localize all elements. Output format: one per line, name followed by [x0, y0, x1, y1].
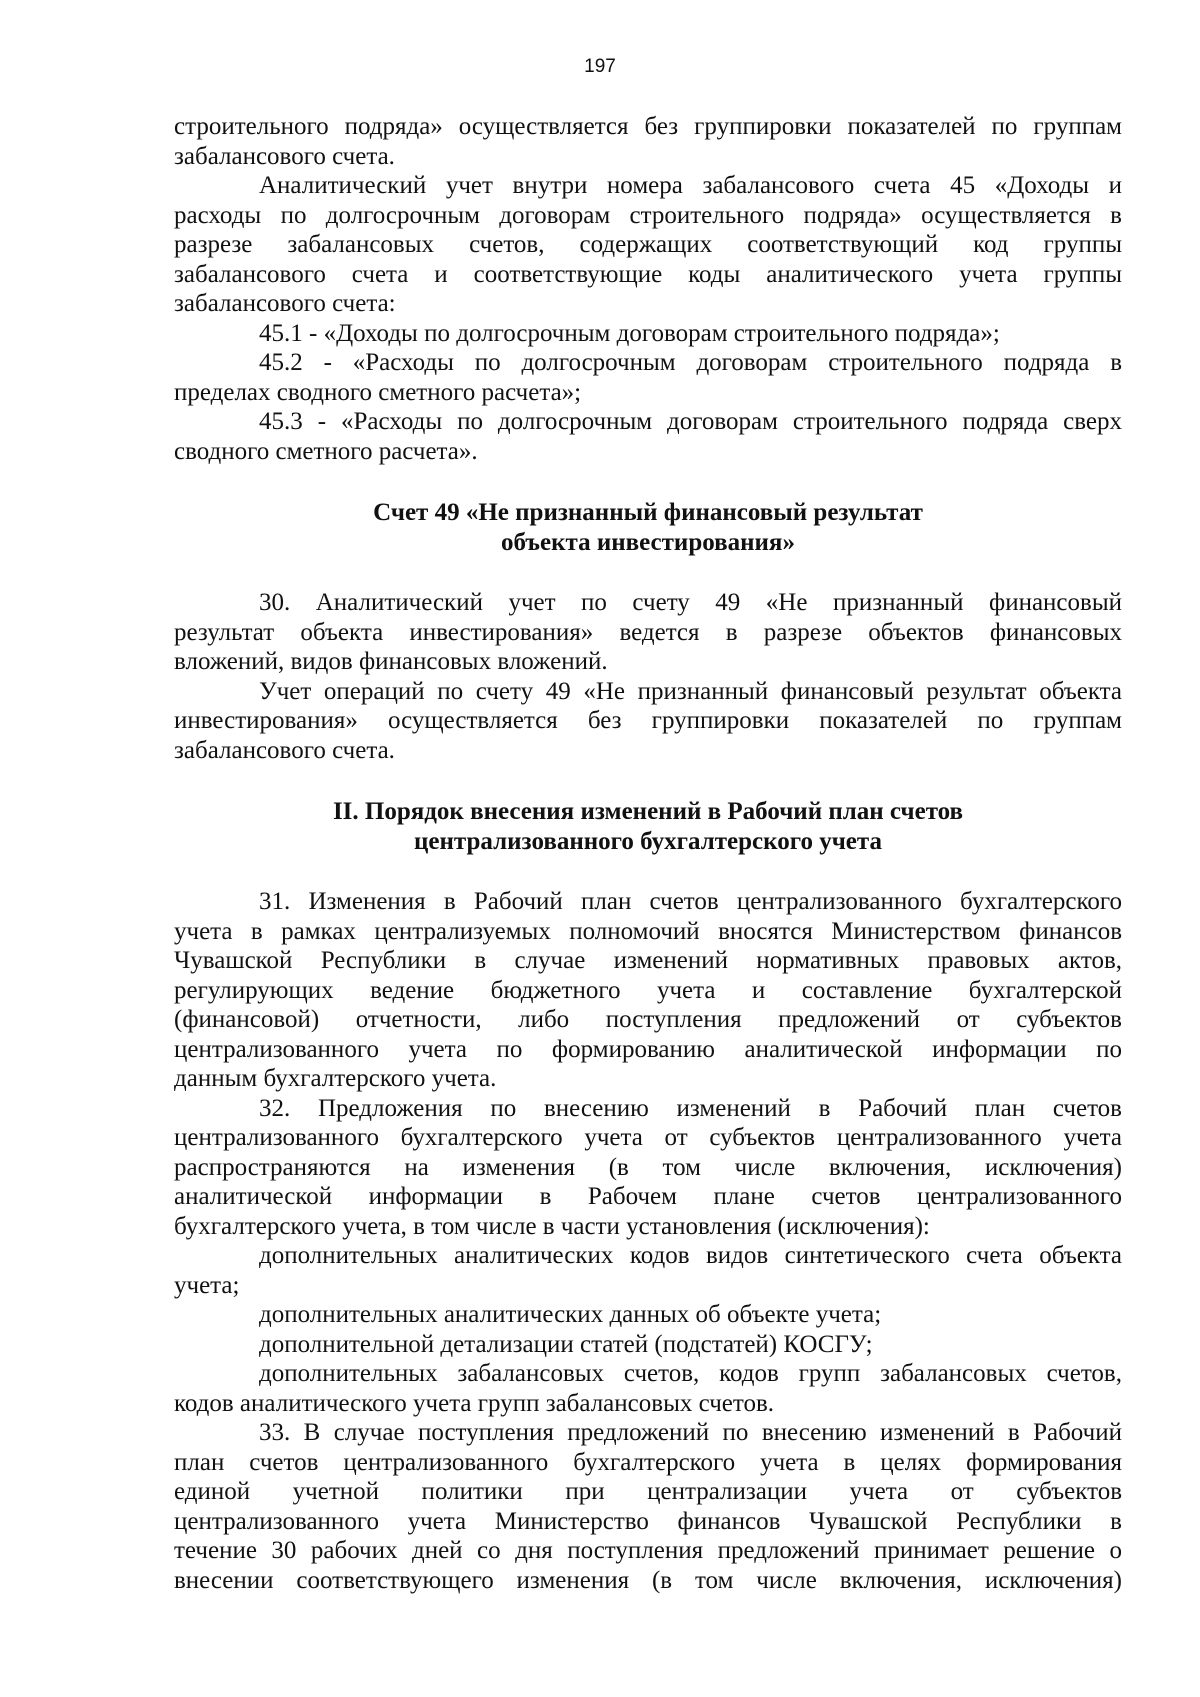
text-line: кодов аналитического учета групп забалансовых счетов.	[174, 1389, 775, 1417]
text-line: регулирующих ведение бюджетного учета и составление бухгалтерской	[174, 976, 1122, 1004]
document-body	[174, 112, 1122, 1595]
section-heading-part-2-cont: централизованного бухгалтерского учета	[414, 828, 882, 855]
text-line: результат объекта инвестирования» ведется в разрезе объектов финансовых	[174, 618, 1122, 646]
text-line: 45.3 - «Расходы по долгосрочным договорам строительного подряда сверх	[259, 408, 1122, 435]
text-line: Чувашской Республики в случае изменений нормативных правовых актов,	[174, 947, 1122, 974]
text-line: Учет операций по счету 49 «Не признанный финансовый результат объекта	[259, 677, 1122, 705]
text-line: строительного подряда» осуществляется без группировки показателей по группам	[174, 113, 1122, 140]
text-line: 30. Аналитический учет по счету 49 «Не признанный финансовый	[259, 589, 1122, 616]
section-heading-account-49-cont: объекта инвестирования»	[501, 529, 795, 556]
text-line: внесении соответствующего изменения (в том числе включения, исключения)	[174, 1566, 1122, 1594]
text-line: сводного сметного расчета».	[174, 437, 478, 465]
section-heading-account-49: Счет 49 «Не признанный финансовый результат	[373, 499, 923, 526]
text-line: дополнительных аналитических кодов видов синтетического счета объекта	[259, 1242, 1122, 1269]
text-line: распространяются на изменения (в том числе включения, исключения)	[174, 1153, 1122, 1181]
text-line: 31. Изменения в Рабочий план счетов централизованного бухгалтерского	[259, 888, 1122, 915]
text-line: 45.2 - «Расходы по долгосрочным договорам строительного подряда в	[259, 349, 1122, 376]
text-line: 32. Предложения по внесению изменений в Рабочий план счетов	[259, 1094, 1122, 1122]
text-line: централизованного учета по формированию аналитической информации по	[174, 1035, 1122, 1063]
text-line: единой учетной политики при централизации учета от субъектов	[174, 1478, 1122, 1505]
text-line: 33. В случае поступления предложений по внесению изменений в Рабочий	[259, 1419, 1122, 1446]
text-line: забалансового счета.	[174, 142, 395, 170]
text-line: забалансового счета и соответствующие коды аналитического учета группы	[174, 260, 1122, 288]
page-number: 197	[584, 56, 616, 77]
text-line: (финансовой) отчетности, либо поступления предложений от субъектов	[174, 1006, 1122, 1033]
text-line: дополнительных забалансовых счетов, кодов групп забалансовых счетов,	[259, 1360, 1122, 1387]
text-line: учета в рамках централизуемых полномочий вносятся Министерством финансов	[174, 917, 1122, 945]
text-line: учета;	[174, 1271, 240, 1299]
text-line: вложений, видов финансовых вложений.	[174, 648, 608, 675]
text-line: аналитической информации в Рабочем плане счетов централизованного	[174, 1183, 1122, 1210]
text-line: централизованного учета Министерство финансов Чувашской Республики в	[174, 1507, 1122, 1535]
text-line: бухгалтерского учета, в том числе в части установления (исключения):	[174, 1212, 930, 1240]
text-line: централизованного бухгалтерского учета от субъектов централизованного учета	[174, 1124, 1122, 1151]
text-line: план счетов централизованного бухгалтерского учета в целях формирования	[174, 1448, 1122, 1476]
text-line: забалансового счета.	[174, 736, 395, 764]
section-heading-part-2: II. Порядок внесения изменений в Рабочий план счетов	[332, 798, 964, 825]
text-line: разрезе забалансовых счетов, содержащих соответствующий код группы	[174, 231, 1122, 258]
text-line: инвестирования» осуществляется без группировки показателей по группам	[174, 707, 1122, 734]
text-line: дополнительной детализации статей (подстатей) КОСГУ;	[259, 1330, 873, 1358]
text-line: течение 30 рабочих дней со дня поступления предложений принимает решение о	[174, 1537, 1122, 1564]
text-line: 45.1 - «Доходы по долгосрочным договорам строительного подряда»;	[259, 319, 1000, 347]
text-line: Аналитический учет внутри номера забалансового счета 45 «Доходы и	[259, 172, 1122, 199]
text-line: забалансового счета:	[174, 290, 396, 317]
text-line: дополнительных аналитических данных об объекте учета;	[259, 1301, 882, 1328]
text-line: данным бухгалтерского учета.	[174, 1065, 497, 1092]
text-line: пределах сводного сметного расчета»;	[174, 378, 582, 406]
text-line: расходы по долгосрочным договорам строительного подряда» осуществляется в	[174, 201, 1122, 229]
